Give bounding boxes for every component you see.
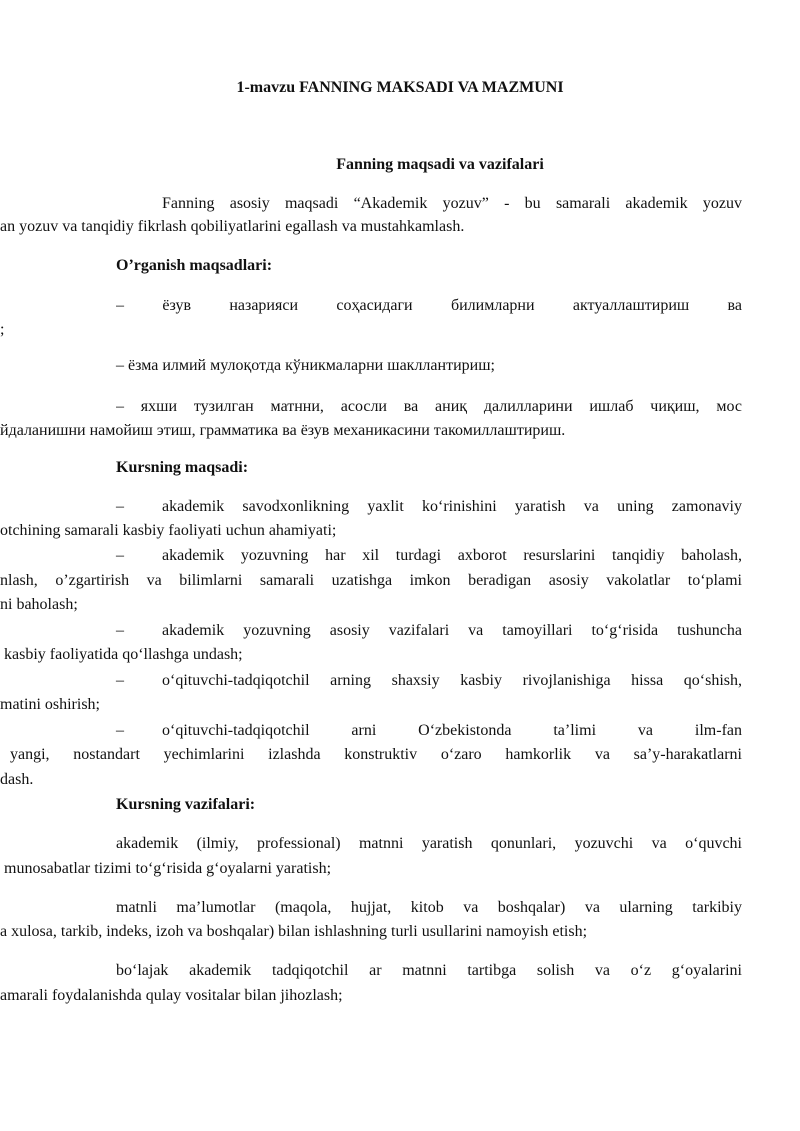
section-subtitle: Fanning maqsadi va vazifalari [336, 156, 544, 173]
learning-goal-3-line-1: – яхши тузилган матнни, асосли ва аниқ далилларини ишлаб чиқиш, мос [116, 398, 742, 415]
learning-goal-1-line-2: ; [0, 321, 5, 338]
course-goal-2-line-2: nlash, o’zgartirish va bilimlarni samarali uzatishga imkon beradigan asosiy vakolatlar to‘plami [0, 572, 742, 589]
course-task-2-line-1: matnli ma’lumotlar (maqola, hujjat, kitob va boshqalar) va ularning tarkibiy [116, 899, 742, 916]
course-goal-3-dash: – [116, 622, 124, 639]
course-goal-2-line-3: ni baholash; [0, 596, 78, 613]
course-goal-5-line-2: yangi, nostandart yechimlarini izlashda konstruktiv o‘zaro hamkorlik va sa’y-harakatlarni [10, 746, 742, 763]
course-goal-2-line-1: akademik yozuvning har xil turdagi axborot resurslarini tanqidiy baholash, [162, 547, 742, 564]
course-task-1-line-1: akademik (ilmiy, professional) matnni yaratish qonunlari, yozuvchi va o‘quvchi [116, 835, 742, 852]
document-title: 1-mavzu FANNING MAKSADI VA MAZMUNI [236, 79, 564, 96]
course-goal-4-line-1: o‘qituvchi-tadqiqotchil arning shaxsiy kasbiy rivojlanishiga hissa qo‘shish, [162, 672, 742, 689]
learning-goal-2: – ёзма илмий мулоқотда кўникмаларни шакллантириш; [116, 357, 495, 374]
course-task-1-line-2: munosabatlar tizimi to‘g‘risida g‘oyalarni yaratish; [4, 860, 332, 877]
course-goal-3-line-1: akademik yozuvning asosiy vazifalari va tamoyillari to‘g‘risida tushuncha [162, 622, 742, 639]
course-goal-5-dash: – [116, 722, 124, 739]
course-goal-1-dash: – [116, 498, 124, 515]
learning-goals-heading: O’rganish maqsadlari: [116, 257, 273, 274]
course-goal-5-line-3: dash. [0, 771, 34, 788]
course-goal-2-dash: – [116, 547, 124, 564]
course-goal-4-dash: – [116, 672, 124, 689]
course-goal-4-line-2: matini oshirish; [0, 696, 100, 713]
course-goal-heading: Kursning maqsadi: [116, 459, 249, 476]
course-goal-5-line-1: o‘qituvchi-tadqiqotchil arni O‘zbekistonda ta’limi va ilm-fan [162, 722, 742, 739]
intro-line-2: an yozuv va tanqidiy fikrlash qobiliyatlarini egallash va mustahkamlash. [0, 218, 465, 235]
course-goal-1-line-2: otchining samarali kasbiy faoliyati uchun ahamiyati; [0, 522, 337, 539]
course-task-3-line-2: amarali foydalanishda qulay vositalar bilan jihozlash; [0, 987, 343, 1004]
learning-goal-3-line-2: йдаланишни намойиш этиш, грамматика ва ёзув механикасини такомиллаштириш. [0, 422, 566, 439]
course-goal-3-line-2: kasbiy faoliyatida qo‘llashga undash; [4, 646, 243, 663]
course-goal-1-line-1: akademik savodxonlikning yaxlit ko‘rinishini yaratish va uning zamonaviy [162, 498, 742, 515]
course-task-2-line-2: a xulosa, tarkib, indeks, izoh va boshqalar) bilan ishlashning turli usullarini namoyish etish; [0, 923, 588, 940]
intro-line-1: Fanning asosiy maqsadi “Akademik yozuv” - bu samarali akademik yozuv [162, 195, 742, 212]
learning-goal-1-line-1: – ёзув назарияси соҳасидаги билимларни актуаллаштириш ва [116, 297, 742, 314]
course-tasks-heading: Kursning vazifalari: [116, 796, 256, 813]
course-task-3-line-1: bo‘lajak akademik tadqiqotchil ar matnni tartibga solish va o‘z g‘oyalarini [116, 962, 742, 979]
